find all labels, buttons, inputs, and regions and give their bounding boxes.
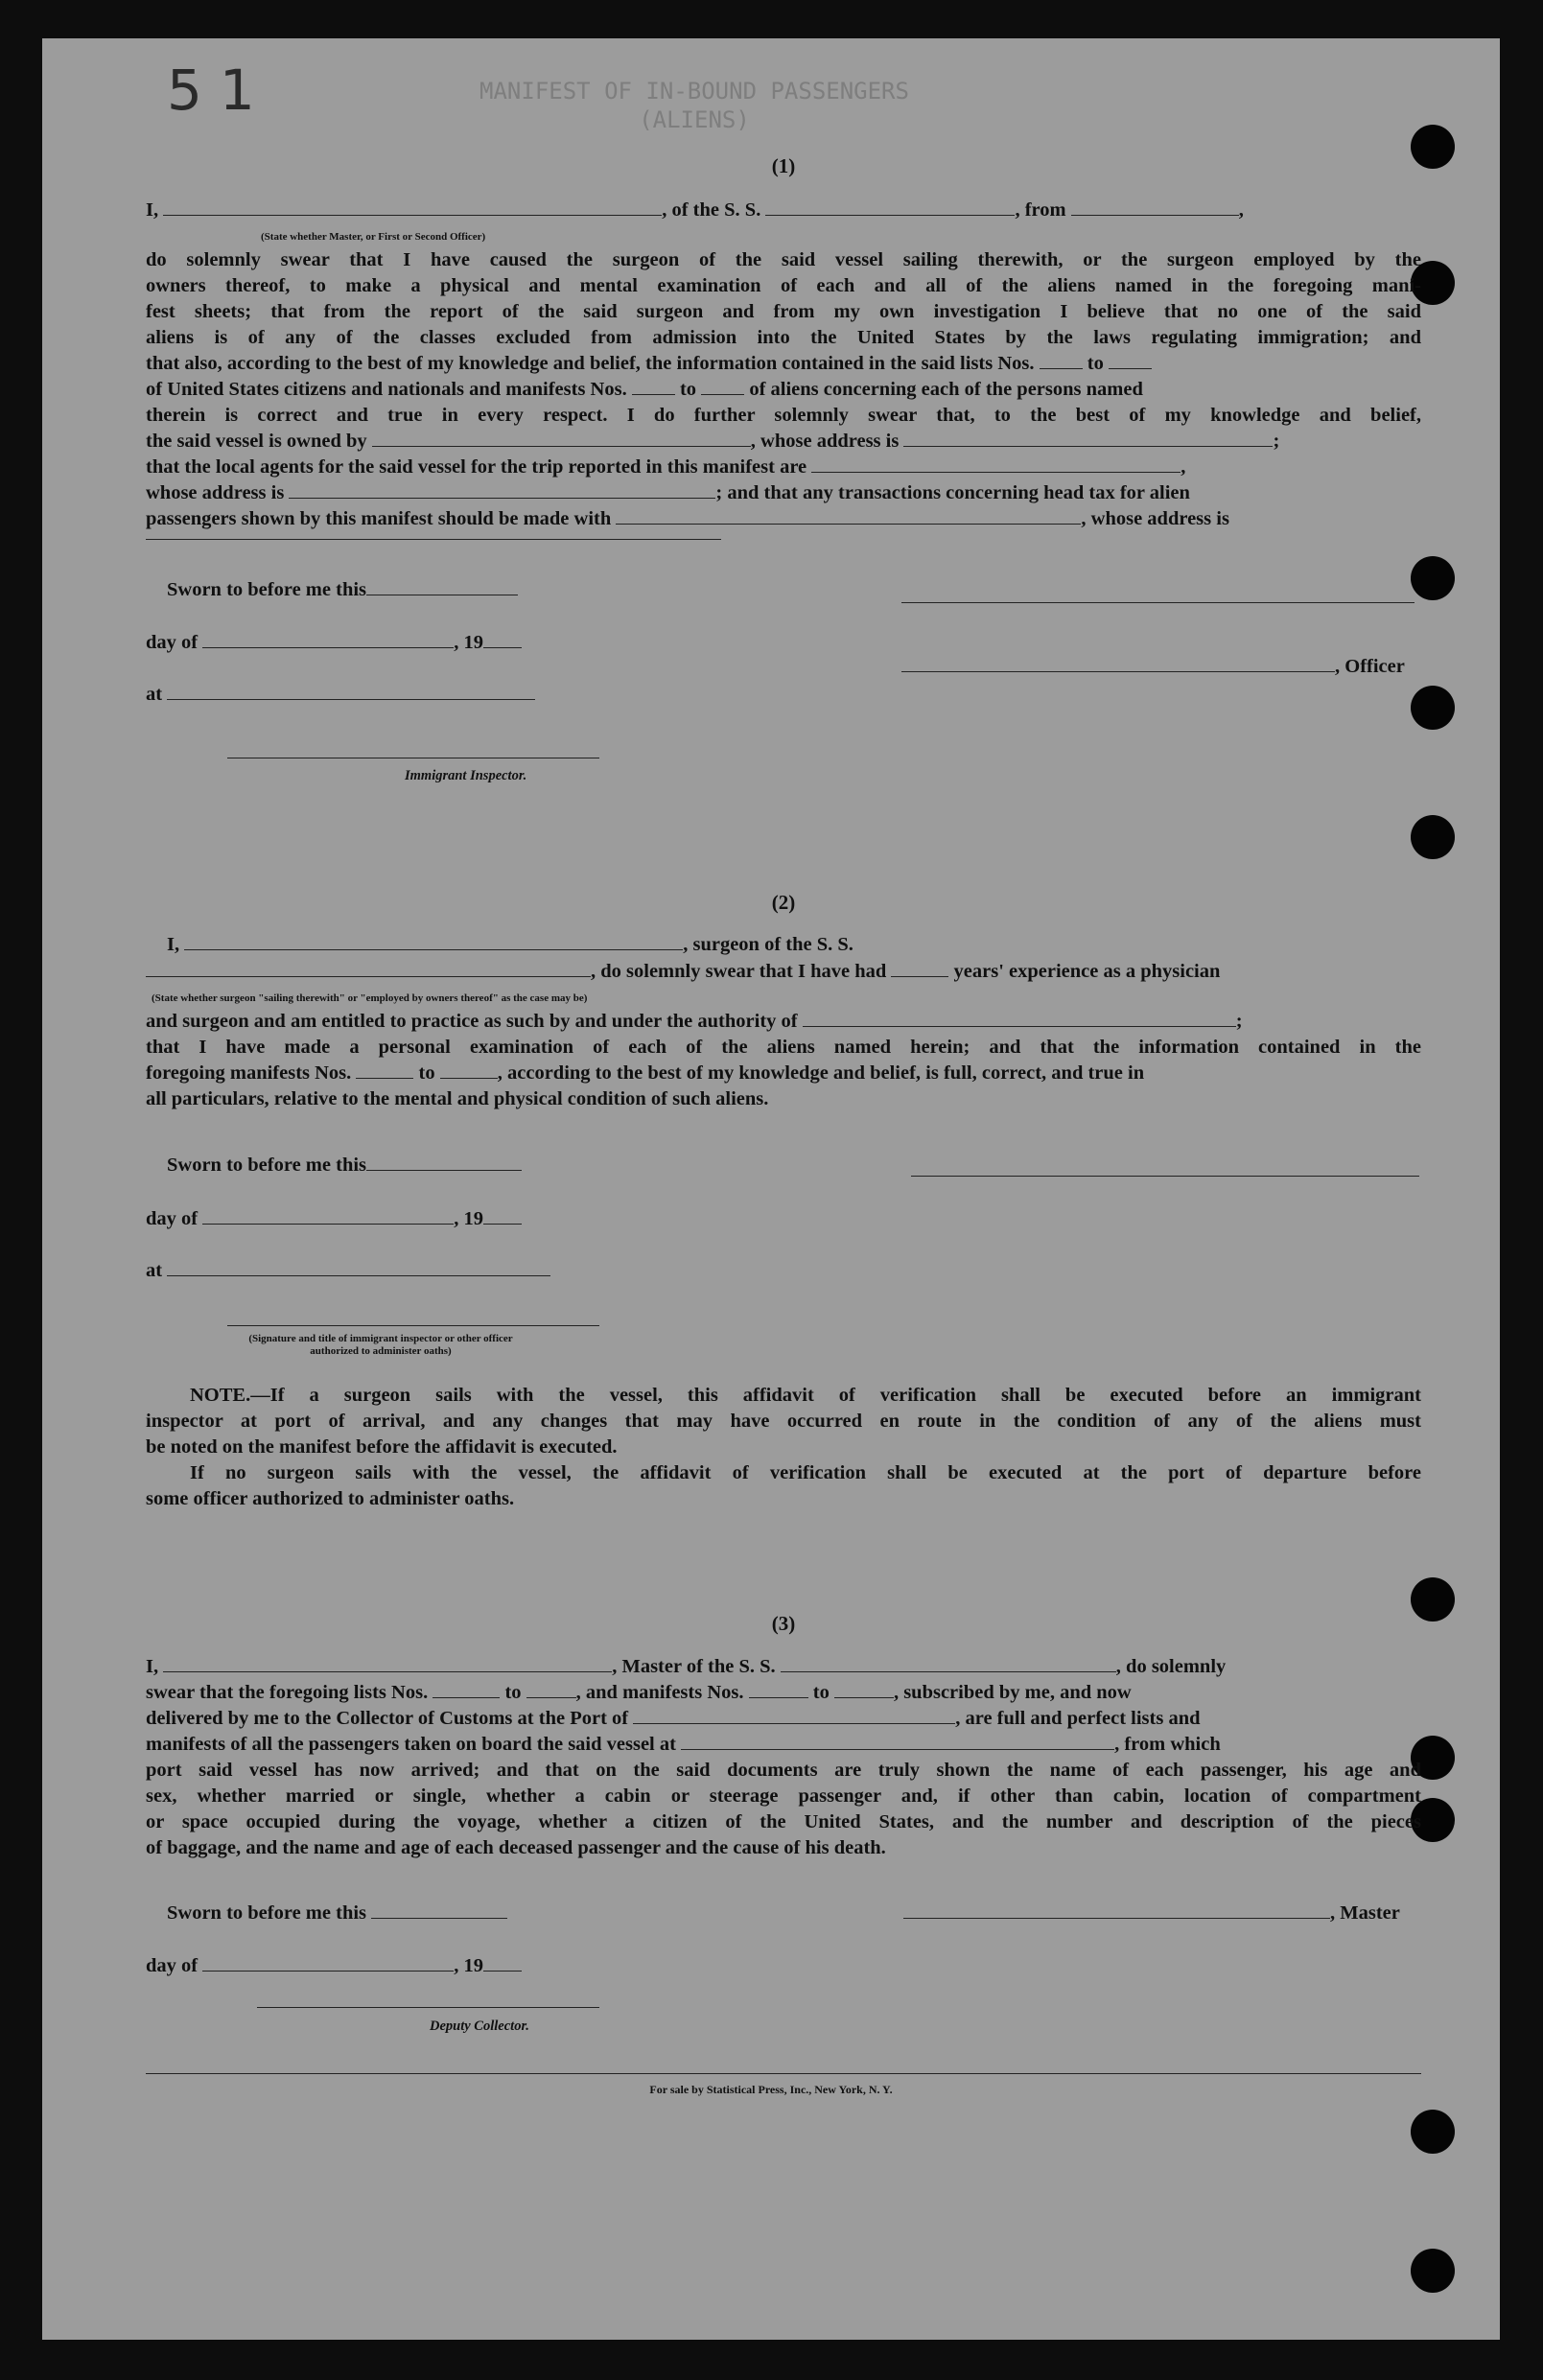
s2-inspector-signature-line[interactable] bbox=[227, 1325, 599, 1326]
head-tax-address-field[interactable] bbox=[146, 522, 721, 540]
surgeon-name-field[interactable] bbox=[184, 932, 683, 950]
note2-line: If no surgeon sails with the vessel, the affidavit of verification shall be executed at the port of departure before bbox=[190, 1462, 1421, 1483]
s1-line-7: of United States citizens and nationals and manifests Nos. to of aliens concerning each of the persons named bbox=[146, 379, 1143, 400]
s3-sworn-day-field[interactable] bbox=[371, 1901, 507, 1919]
s3-day-of: day of , 19 bbox=[146, 1953, 1421, 1979]
sworn-day-field[interactable] bbox=[366, 577, 518, 595]
s1-line-11: whose address is ; and that any transactions concerning head tax for alien bbox=[146, 482, 1190, 503]
from-port-field[interactable] bbox=[1071, 198, 1239, 216]
note2-line: some officer authorized to administer oaths. bbox=[146, 1488, 515, 1509]
collector-signature-line[interactable] bbox=[257, 2007, 599, 2008]
officer-name-field[interactable] bbox=[163, 198, 662, 216]
s1-sworn: Sworn to before me this bbox=[167, 577, 1442, 603]
s2-day-of: day of , 19 bbox=[146, 1206, 1421, 1232]
s3-lists-to-field[interactable] bbox=[526, 1680, 576, 1698]
master-name-field[interactable] bbox=[163, 1654, 612, 1672]
note-line: inspector at port of arrival, and any changes that may have occurred en route in the condition of any of the aliens must bbox=[146, 1411, 1421, 1432]
footer-printer: For sale by Statistical Press, Inc., New York, N. Y. bbox=[649, 2083, 893, 2096]
s2-line-4: that I have made a personal examination of each of the aliens named herein; and that the information contained in the bbox=[146, 1037, 1421, 1058]
s2-sworn-day-field[interactable] bbox=[366, 1153, 522, 1171]
s3-line-3: delivered by me to the Collector of Customs at the Port of , are full and perfect lists and bbox=[146, 1708, 1201, 1729]
s1-line-6: that also, according to the best of my knowledge and belief, the information contained in the said lists Nos. to bbox=[146, 351, 1421, 377]
s3-master: , Master bbox=[903, 1901, 1421, 1926]
s3-sworn-month-field[interactable] bbox=[202, 1953, 454, 1972]
authority-field[interactable] bbox=[803, 1009, 1236, 1027]
s2-line-2: , do solemnly swear that I have had years' experience as a physician bbox=[146, 959, 1421, 985]
note-line: NOTE.—If a surgeon sails with the vessel, this affidavit of verification shall be executed before an immigrant bbox=[190, 1385, 1421, 1406]
sworn-at-field[interactable] bbox=[167, 682, 535, 700]
vessel-name-field[interactable] bbox=[765, 198, 1015, 216]
surgeon-signature-line[interactable] bbox=[911, 1176, 1419, 1177]
s1-para-line: fest sheets; that from the report of the said surgeon and from my own investigation I believe that no one of the said bbox=[146, 301, 1421, 322]
manifests-from-field[interactable] bbox=[632, 377, 675, 395]
s2-sworn: Sworn to before me this bbox=[167, 1153, 1442, 1178]
local-agents-field[interactable] bbox=[811, 455, 1181, 473]
sworn-month-field[interactable] bbox=[202, 630, 454, 648]
s3-line-1: I, , Master of the S. S. , do solemnly bbox=[146, 1656, 1227, 1677]
officer-signature-line[interactable] bbox=[901, 602, 1414, 603]
manifests-to-field[interactable] bbox=[701, 377, 744, 395]
embarkation-port-field[interactable] bbox=[681, 1732, 1114, 1750]
officer-title-field[interactable] bbox=[901, 654, 1335, 672]
s3-manifests-to-field[interactable] bbox=[834, 1680, 894, 1698]
s1-para-line: do solemnly swear that I have caused the surgeon of the said vessel sailing therewith, or the surgeon employed by the bbox=[146, 249, 1421, 270]
lists-to-field[interactable] bbox=[1109, 351, 1152, 369]
s1-line-10: that the local agents for the said vessel for the trip reported in this manifest are , bbox=[146, 456, 1186, 478]
surgeon-status-caption: (State whether surgeon "sailing therewith" or "employed by owners thereof" as the case may be) bbox=[152, 992, 588, 1004]
s1-para-line: aliens is of any of the classes excluded from admission into the United States by the laws regulating immigration; and bbox=[146, 327, 1421, 348]
s2-sworn-year-field[interactable] bbox=[483, 1206, 522, 1225]
note-line: be noted on the manifest before the affidavit is executed. bbox=[146, 1436, 618, 1458]
faint-header: MANIFEST OF IN-BOUND PASSENGERS (ALIENS) bbox=[479, 78, 909, 133]
footer-rule bbox=[146, 2073, 1421, 2074]
s3-para-line: of baggage, and the name and age of each deceased passenger and the cause of his death. bbox=[146, 1837, 886, 1858]
s2-sworn-month-field[interactable] bbox=[202, 1206, 454, 1225]
sworn-year-field[interactable] bbox=[483, 630, 522, 648]
s1-at: at bbox=[146, 682, 1421, 708]
s2-manifests-to-field[interactable] bbox=[440, 1061, 498, 1079]
s3-lists-from-field[interactable] bbox=[433, 1680, 500, 1698]
s2-line-5: foregoing manifests Nos. to , according to the best of my knowledge and belief, is full, correct, and true in bbox=[146, 1062, 1145, 1084]
lists-from-field[interactable] bbox=[1040, 351, 1083, 369]
s1-line-8: therein is correct and true in every respect. I do further solemnly swear that, to the best of my knowledge and belief, bbox=[146, 405, 1421, 426]
officer-caption: (State whether Master, or First or Second Officer) bbox=[261, 231, 486, 243]
inspector-caption: Immigrant Inspector. bbox=[405, 768, 527, 783]
s1-line-12: passengers shown by this manifest should be made with , whose address is bbox=[146, 508, 1229, 529]
document-page bbox=[42, 38, 1500, 2340]
s2-manifests-from-field[interactable] bbox=[356, 1061, 413, 1079]
surgeon-status-field[interactable] bbox=[146, 959, 591, 977]
s2-line-3: and surgeon and am entitled to practice as such by and under the authority of ; bbox=[146, 1011, 1243, 1032]
s1-day-of: day of , 19 bbox=[146, 630, 1421, 656]
s2-line-6: all particulars, relative to the mental and physical condition of such aliens. bbox=[146, 1088, 769, 1109]
section-number: (3) bbox=[771, 1612, 796, 1635]
owner-field[interactable] bbox=[372, 429, 751, 447]
s2-signature-caption: (Signature and title of immigrant inspector or other officer authorized to administer oaths) bbox=[248, 1333, 513, 1357]
s3-para-line: port said vessel has now arrived; and that on the said documents are truly shown the name of each passenger, his age and bbox=[146, 1760, 1421, 1781]
port-field[interactable] bbox=[633, 1706, 955, 1724]
s3-para-line: or space occupied during the voyage, whether a citizen of the United States, and the number and description of the pieces bbox=[146, 1811, 1421, 1832]
s1-line-9: the said vessel is owned by , whose address is ; bbox=[146, 431, 1280, 452]
page-number: 51 bbox=[167, 58, 272, 123]
s2-line-1: I, , surgeon of the S. S. bbox=[167, 934, 853, 955]
s2-at: at bbox=[146, 1258, 1421, 1284]
s3-manifests-from-field[interactable] bbox=[749, 1680, 808, 1698]
s2-sworn-at-field[interactable] bbox=[167, 1258, 550, 1276]
s3-sworn: Sworn to before me this bbox=[167, 1901, 1442, 1926]
s3-line-4: manifests of all the passengers taken on board the said vessel at , from which bbox=[146, 1734, 1221, 1755]
s3-line-2: swear that the foregoing lists Nos. to , and manifests Nos. to , subscribed by me, and now bbox=[146, 1682, 1132, 1703]
s1-para-line: owners thereof, to make a physical and mental examination of each and all of the aliens named in the foregoing mani- bbox=[146, 275, 1421, 296]
s3-vessel-field[interactable] bbox=[781, 1654, 1116, 1672]
s3-sworn-year-field[interactable] bbox=[483, 1953, 522, 1972]
punch-hole bbox=[1411, 2249, 1455, 2293]
collector-caption: Deputy Collector. bbox=[430, 2018, 529, 2034]
punch-hole bbox=[1411, 815, 1455, 859]
s3-para-line: sex, whether married or single, whether a cabin or steerage passenger and, if other than cabin, location of compartment bbox=[146, 1785, 1421, 1807]
section-number: (1) bbox=[771, 154, 796, 177]
s1-line-1: I, , of the S. S. , from , bbox=[146, 199, 1244, 221]
punch-hole bbox=[1411, 2110, 1455, 2154]
master-signature-line[interactable] bbox=[903, 1901, 1330, 1919]
agents-address-field[interactable] bbox=[289, 480, 715, 499]
section-number: (2) bbox=[771, 891, 796, 914]
s1-officer: , Officer bbox=[901, 654, 1419, 680]
years-experience-field[interactable] bbox=[891, 959, 948, 977]
owner-address-field[interactable] bbox=[903, 429, 1273, 447]
